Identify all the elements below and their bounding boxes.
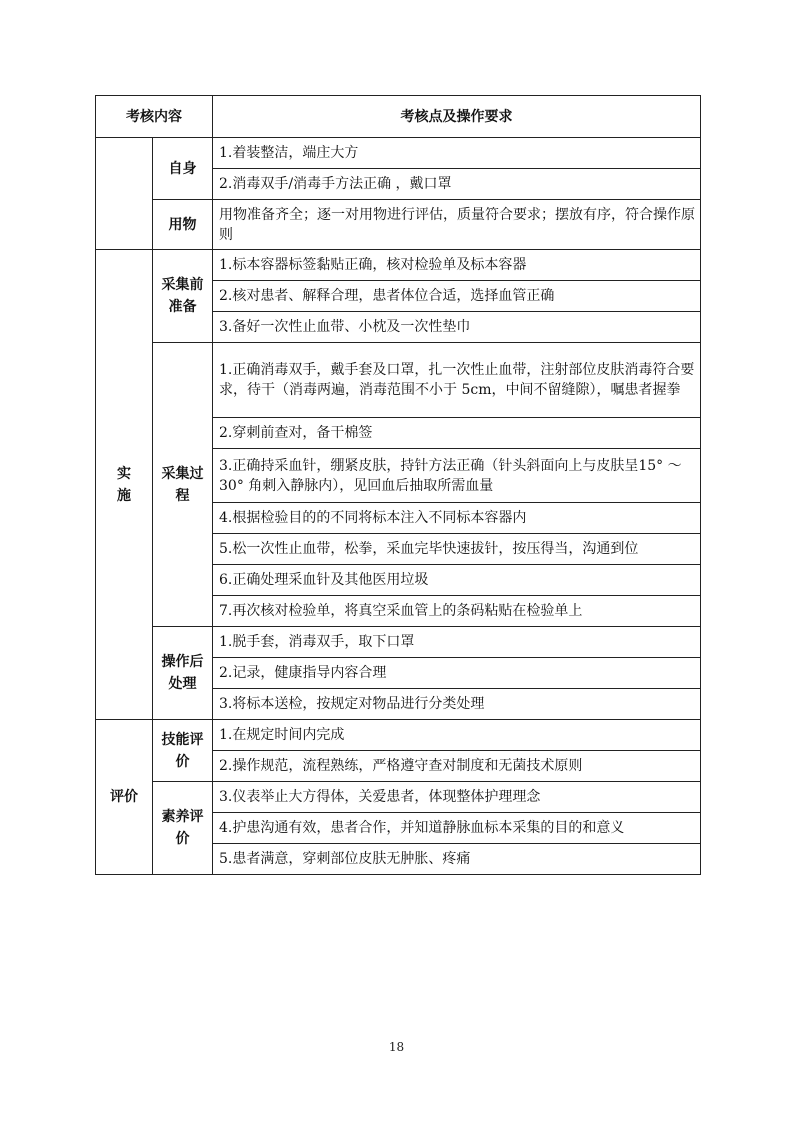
item-text: 5.松一次性止血带，松拳，采血完毕快速拔针，按压得当，沟通到位: [213, 534, 701, 565]
assessment-table: [95, 95, 701, 875]
item-text: 1.着装整洁，端庄大方: [213, 138, 701, 169]
item-text: 2.操作规范，流程熟练，严格遵守查对制度和无菌技术原则: [213, 751, 701, 782]
prep-category-cell: [96, 138, 153, 250]
item-text: 1.标本容器标签黏贴正确，核对检验单及标本容器: [213, 250, 701, 281]
item-text: 用物准备齐全；逐一对用物进行评估，质量符合要求；摆放有序，符合操作原则: [213, 200, 701, 250]
category-implement: [96, 250, 153, 720]
sub-quality: [153, 782, 213, 875]
header-requirements: 考核点及操作要求: [213, 96, 701, 138]
sub-before: [153, 250, 213, 343]
item-text: 3.仪表举止大方得体，关爱患者，体现整体护理理念: [213, 782, 701, 813]
table-header-row: [96, 96, 701, 138]
sub-self: 自身: [153, 138, 213, 200]
sub-skill-label: 技能评价: [161, 731, 204, 770]
table-row: [96, 720, 701, 751]
table-row: [96, 343, 701, 418]
header-content: 考核内容: [96, 96, 213, 138]
item-text: 3.备好一次性止血带、小枕及一次性垫巾: [213, 312, 701, 343]
item-text: 3.将标本送检，按规定对物品进行分类处理: [213, 689, 701, 720]
sub-skill: [153, 720, 213, 782]
sub-supplies: 用物: [153, 200, 213, 250]
item-text: 2.消毒双手/消毒手方法正确 ，戴口罩: [213, 169, 701, 200]
item-text: 4.根据检验目的的不同将标本注入不同标本容器内: [213, 503, 701, 534]
item-text: 4.护患沟通有效，患者合作，并知道静脉血标本采集的目的和意义: [213, 813, 701, 844]
category-implement-label: 实施: [117, 465, 131, 504]
item-text: 5.患者满意，穿刺部位皮肤无肿胀、疼痛: [213, 844, 701, 875]
item-text: 2.记录，健康指导内容合理: [213, 658, 701, 689]
item-text: 6.正确处理采血针及其他医用垃圾: [213, 565, 701, 596]
table-row: [96, 200, 701, 250]
item-text: 1.在规定时间内完成: [213, 720, 701, 751]
page-number: 18: [388, 1040, 405, 1054]
category-evaluation: 评价: [96, 720, 153, 875]
item-text: 2.穿刺前查对，备干棉签: [213, 418, 701, 449]
item-text: 2.核对患者、解释合理，患者体位合适，选择血管正确: [213, 281, 701, 312]
sub-after: [153, 627, 213, 720]
table-row: [96, 782, 701, 813]
sub-after-label: 操作后处理: [161, 654, 204, 692]
sub-process: [153, 343, 213, 627]
table-row: [96, 138, 701, 169]
sub-process-label: 采集过程: [161, 465, 204, 504]
sub-before-label: 采集前准备: [161, 277, 204, 315]
item-text: 1.正确消毒双手，戴手套及口罩，扎一次性止血带，注射部位皮肤消毒符合要求，待干（消毒两遍，消毒范围不小于 5cm，中间不留缝隙），嘱患者握拳: [213, 343, 701, 418]
item-text: 7.再次核对检验单，将真空采血管上的条码粘贴在检验单上: [213, 596, 701, 627]
table-row: [96, 250, 701, 281]
item-text: 1.脱手套，消毒双手，取下口罩: [213, 627, 701, 658]
table-row: [96, 627, 701, 658]
sub-quality-label: 素养评价: [161, 809, 204, 847]
item-text: 3.正确持采血针，绷紧皮肤，持针方法正确（针头斜面向上与皮肤呈15° ～30° 角刺入静脉内），见回血后抽取所需血量: [213, 449, 701, 503]
